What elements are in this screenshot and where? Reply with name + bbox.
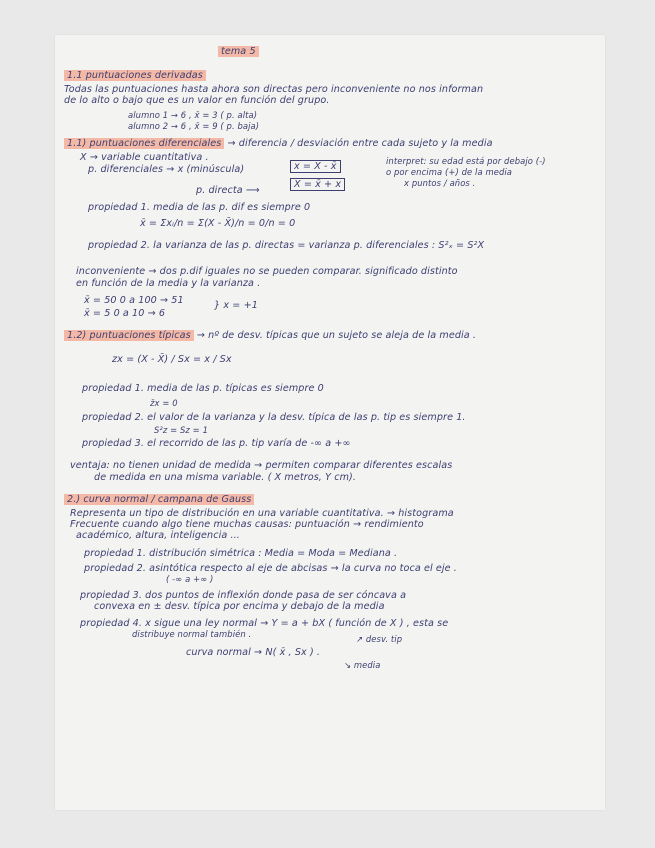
text-line: propiedad 3. dos puntos de inflexión donde pasa de ser cóncava a [80, 590, 407, 601]
text-line: propiedad 1. distribución simétrica : Media = Moda = Mediana . [84, 548, 398, 559]
text-line: propiedad 1. media de las p. dif es siempre 0 [88, 202, 311, 213]
text-line: académico, altura, inteligencia ... [76, 530, 240, 541]
text-line: ventaja: no tienen unidad de medida → permiten comparar diferentes escalas [70, 460, 453, 471]
text-line: ( -∞ a +∞ ) [166, 574, 214, 584]
section-heading-diferenciales: 1.1) puntuaciones diferenciales → diferencia / desviación entre cada sujeto y la media [64, 138, 493, 149]
text-line: de medida en una misma variable. ( X metros, Y cm). [94, 472, 357, 483]
section-heading-derivadas: 1.1 puntuaciones derivadas [64, 70, 206, 81]
formula-line: zx = (X - X̄) / Sx = x / Sx [112, 354, 232, 365]
text-line: propiedad 4. x sigue una ley normal → Y = a + bX ( función de X ) , esta se [80, 618, 449, 629]
text-line: propiedad 2. asintótica respecto al eje de abcisas → la curva no toca el eje . [84, 563, 457, 574]
text-line: } x = +1 [214, 300, 258, 311]
boxed-formula: x = X - x̄ [290, 161, 341, 172]
text-line: ↗ desv. tip [356, 634, 403, 644]
text-line: interpret: su edad está por debajo (-) [386, 156, 546, 166]
section-heading-tipicas: 1.2) puntuaciones típicas → nº de desv. típicas que un sujeto se aleja de la media . [64, 330, 476, 341]
section-heading-curva-normal: 2.) curva normal / campana de Gauss [64, 494, 254, 505]
text-line: X → variable cuantitativa . [80, 152, 209, 163]
text-line: alumno 2 → 6 , x̄ = 9 ( p. baja) [128, 121, 260, 131]
text-line: p. directa ⟶ [196, 185, 260, 196]
text-line: distribuye normal también . [132, 629, 252, 639]
text-line: S²z = Sz = 1 [154, 425, 208, 435]
text-line: ↘ media [344, 660, 381, 670]
boxed-formula: X = x̄ + x [290, 179, 345, 190]
text-line: Frecuente cuando algo tiene muchas causas: puntuación → rendimiento [70, 519, 424, 530]
text-line: Todas las puntuaciones hasta ahora son directas pero inconveniente no nos informan [64, 84, 484, 95]
text-line: propiedad 1. media de las p. típicas es siempre 0 [82, 383, 324, 394]
text-line: propiedad 2. el valor de la varianza y la desv. típica de las p. tip es siempre 1. [82, 412, 466, 423]
text-line: de lo alto o bajo que es un valor en función del grupo. [64, 95, 330, 106]
text-line: convexa en ± desv. típica por encima y debajo de la media [94, 601, 385, 612]
text-line: o por encima (+) de la media [386, 167, 513, 177]
text-line: p. diferenciales → x (minúscula) [88, 164, 245, 175]
text-line: curva normal → N( x̄ , Sx ) . [186, 647, 321, 658]
text-line: en función de la media y la varianza . [76, 278, 261, 289]
text-line: x̄ = 50 0 a 100 → 51 [84, 295, 184, 306]
page-title: tema 5 [218, 46, 259, 57]
text-line: propiedad 2. la varianza de las p. directas = varianza p. diferenciales : S²ₓ = S²X [88, 240, 485, 251]
text-line: alumno 1 → 6 , x̄ = 3 ( p. alta) [128, 110, 258, 120]
text-line: propiedad 3. el recorrido de las p. tip varía de -∞ a +∞ [82, 438, 351, 449]
text-line: inconveniente → dos p.dif iguales no se pueden comparar. significado distinto [76, 266, 458, 277]
text-line: Representa un tipo de distribución en una variable cuantitativa. → histograma [70, 508, 454, 519]
text-line: x puntos / años . [404, 178, 476, 188]
formula-line: x̄ = Σxᵢ/n = Σ(X - X̄)/n = 0/n = 0 [140, 218, 296, 229]
text-line: z̄x = 0 [150, 398, 178, 408]
text-line: x̄ = 5 0 a 10 → 6 [84, 308, 166, 319]
